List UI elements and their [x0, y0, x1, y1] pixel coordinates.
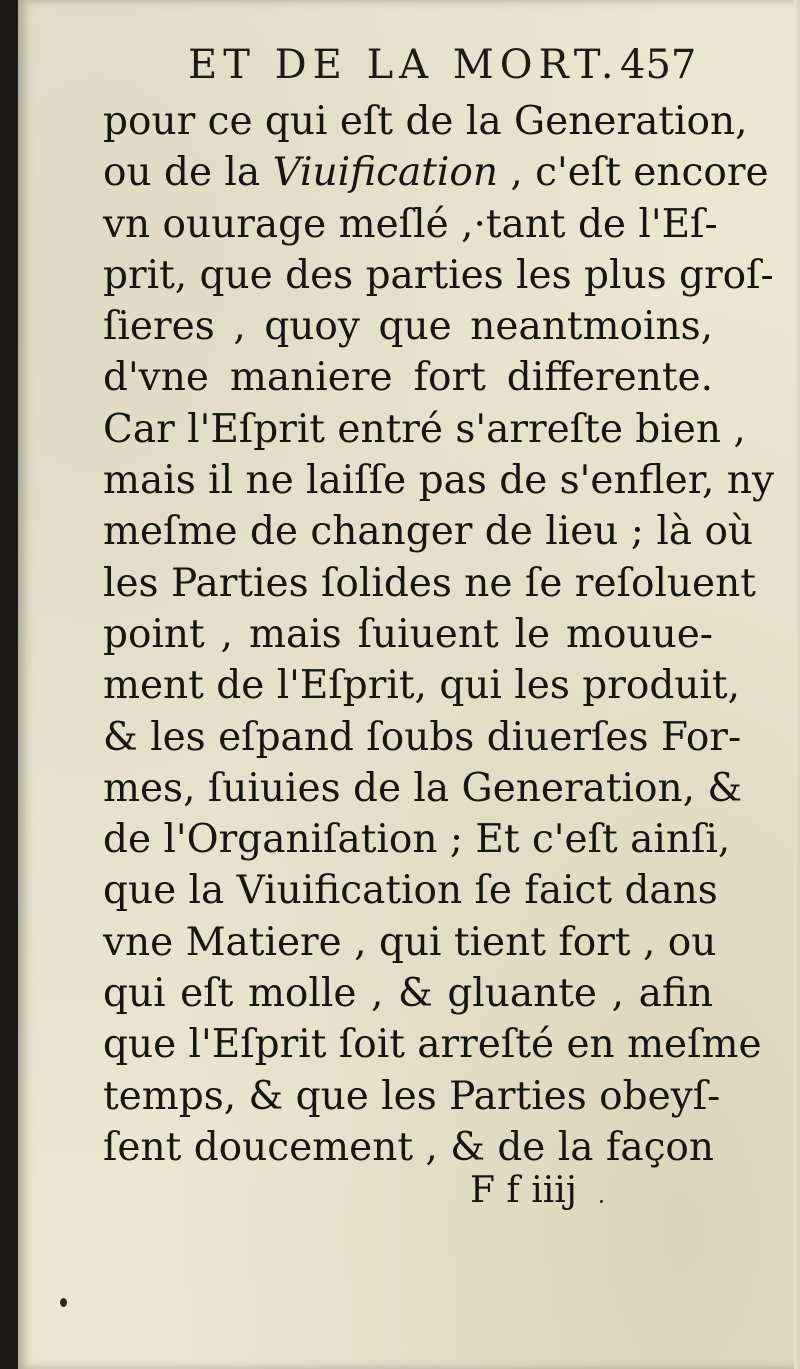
text-line: ſieres , quoy que neantmoins,: [103, 304, 713, 350]
text-line: Car l'Eſprit entré s'arreſte bien ,: [103, 406, 746, 452]
page-header: [18, 42, 800, 102]
text-line: d'vne maniere fort differente.: [103, 355, 713, 401]
text-line: que l'Eſprit ſoit arreſté en meſme: [103, 1022, 762, 1068]
text-line-end: , c'eſt encore: [497, 150, 769, 196]
text-line: mais il ne laiſſe pas de s'enfler, ny: [103, 458, 774, 504]
text-line: ment de l'Eſprit, qui les produit,: [103, 663, 740, 709]
running-head: ET DE LA MORT.: [188, 42, 620, 88]
text-line-start: ou de la: [103, 150, 273, 196]
text-line: les Parties ſolides ne ſe reſoluent: [103, 560, 756, 606]
page-edge: [794, 0, 800, 1369]
text-line: qui eſt molle , & gluante , afin: [103, 971, 713, 1017]
body-text: [103, 96, 774, 1173]
ink-speck: [60, 1298, 67, 1307]
text-line: vn ouurage meſlé ,·tant de l'Eſ-: [103, 201, 718, 247]
text-line: pour ce qui eſt de la Generation,: [103, 99, 748, 144]
text-line: meſme de changer de lieu ; là où: [103, 509, 754, 555]
text-line: [103, 147, 769, 198]
text-line: vne Matiere , qui tient fort , ou: [103, 919, 717, 965]
text-line: que la Viuification ſe faict dans: [103, 868, 718, 914]
italic-term: Viuification: [272, 150, 498, 196]
text-line: prit, que des parties les plus groſ-: [103, 252, 774, 298]
page-number: 457: [620, 42, 697, 88]
text-line: ſent doucement , & de la façon: [103, 1124, 715, 1170]
signature-mark: F f iiij: [470, 1170, 577, 1211]
text-line: temps, & que les Parties obeyſ-: [103, 1073, 721, 1119]
text-line: & les eſpand ſoubs diuerſes For-: [103, 714, 742, 760]
text-line: point , mais ſuiuent le mouue-: [103, 611, 713, 657]
ink-speck: [600, 1200, 603, 1203]
book-page: [18, 0, 800, 1369]
text-line: mes, ſuiuies de la Generation, &: [103, 765, 743, 811]
text-line: de l'Organiſation ; Et c'eſt ainſi,: [103, 817, 731, 863]
